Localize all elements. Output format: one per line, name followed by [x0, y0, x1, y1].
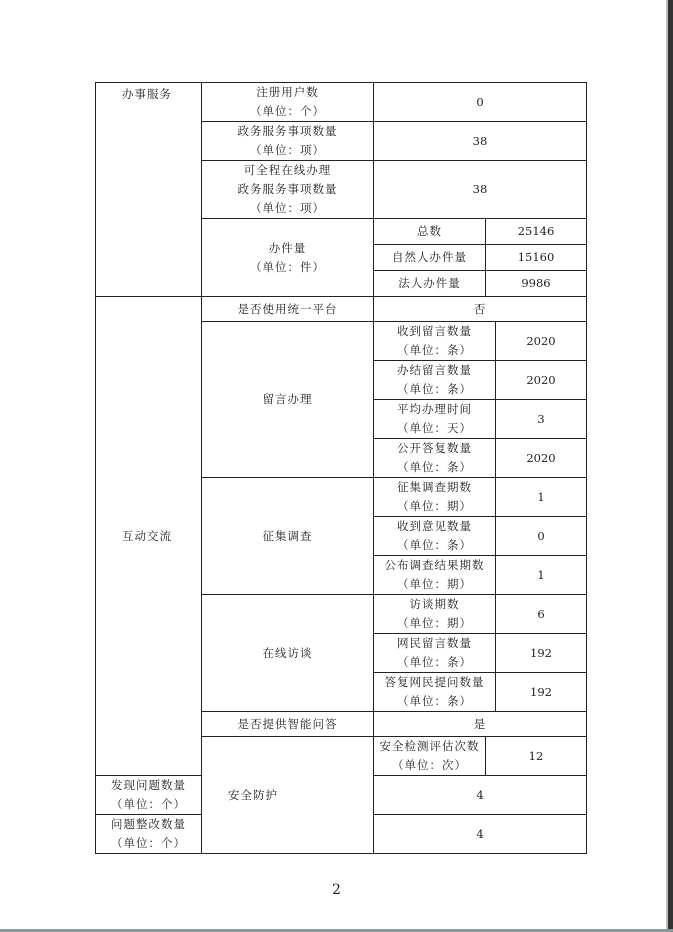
category-interaction: 互动交流	[96, 297, 202, 776]
registered-users-value: 0	[374, 83, 587, 122]
handled-legal-value: 9986	[486, 271, 587, 297]
interview-answered-label: 答复网民提问数量 （单位：条）	[374, 673, 496, 712]
service-items-value: 38	[374, 122, 587, 161]
interview-answered-value: 192	[496, 673, 587, 712]
service-items-label: 政务服务事项数量 （单位：项）	[202, 122, 374, 161]
interview-periods-label: 访谈期数 （单位：期）	[374, 595, 496, 634]
handled-total-label: 总数	[374, 219, 486, 245]
handled-total-value: 25146	[486, 219, 587, 245]
assessments-label: 安全检测评估次数 （单位：次）	[374, 737, 486, 776]
survey-periods-label: 征集调查期数 （单位：期）	[374, 478, 496, 517]
interview-messages-label: 网民留言数量 （单位：条）	[374, 634, 496, 673]
messages-public-replies-value: 2020	[496, 439, 587, 478]
online-items-value: 38	[374, 161, 587, 219]
interview-label: 在线访谈	[202, 595, 374, 712]
handled-natural-value: 15160	[486, 245, 587, 271]
survey-opinions-label: 收到意见数量 （单位：条）	[374, 517, 496, 556]
handled-label: 办件量 （单位：件）	[202, 219, 374, 297]
registered-users-label: 注册用户数 （单位：个）	[202, 83, 374, 122]
messages-avg-time-value: 3	[496, 400, 587, 439]
survey-label: 征集调查	[202, 478, 374, 595]
handled-natural-label: 自然人办件量	[374, 245, 486, 271]
issues-found-label: 发现问题数量 （单位：个）	[96, 776, 202, 815]
page-edge	[668, 0, 673, 932]
unified-platform-label: 是否使用统一平台	[202, 297, 374, 322]
survey-results-value: 1	[496, 556, 587, 595]
assessments-value: 12	[486, 737, 587, 776]
handled-legal-label: 法人办件量	[374, 271, 486, 297]
issues-fixed-value: 4	[374, 815, 587, 854]
page-number: 2	[332, 882, 341, 898]
messages-received-value: 2020	[496, 322, 587, 361]
interview-messages-value: 192	[496, 634, 587, 673]
interview-periods-value: 6	[496, 595, 587, 634]
messages-public-replies-label: 公开答复数量 （单位：条）	[374, 439, 496, 478]
issues-found-value: 4	[374, 776, 587, 815]
survey-results-label: 公布调查结果期数 （单位：期）	[374, 556, 496, 595]
survey-opinions-value: 0	[496, 517, 587, 556]
survey-periods-value: 1	[496, 478, 587, 517]
smart-qa-value: 是	[374, 712, 587, 737]
messages-received-label: 收到留言数量 （单位：条）	[374, 322, 496, 361]
messages-avg-time-label: 平均办理时间 （单位：天）	[374, 400, 496, 439]
category-service: 办事服务	[96, 83, 202, 297]
issues-fixed-label: 问题整改数量 （单位：个）	[96, 815, 202, 854]
report-table	[95, 82, 587, 854]
unified-platform-value: 否	[374, 297, 587, 322]
category-security: 安全防护	[202, 737, 374, 854]
messages-completed-label: 办结留言数量 （单位：条）	[374, 361, 496, 400]
online-items-label: 可全程在线办理 政务服务事项数量 （单位：项）	[202, 161, 374, 219]
smart-qa-label: 是否提供智能问答	[202, 712, 374, 737]
messages-completed-value: 2020	[496, 361, 587, 400]
messages-label: 留言办理	[202, 322, 374, 478]
